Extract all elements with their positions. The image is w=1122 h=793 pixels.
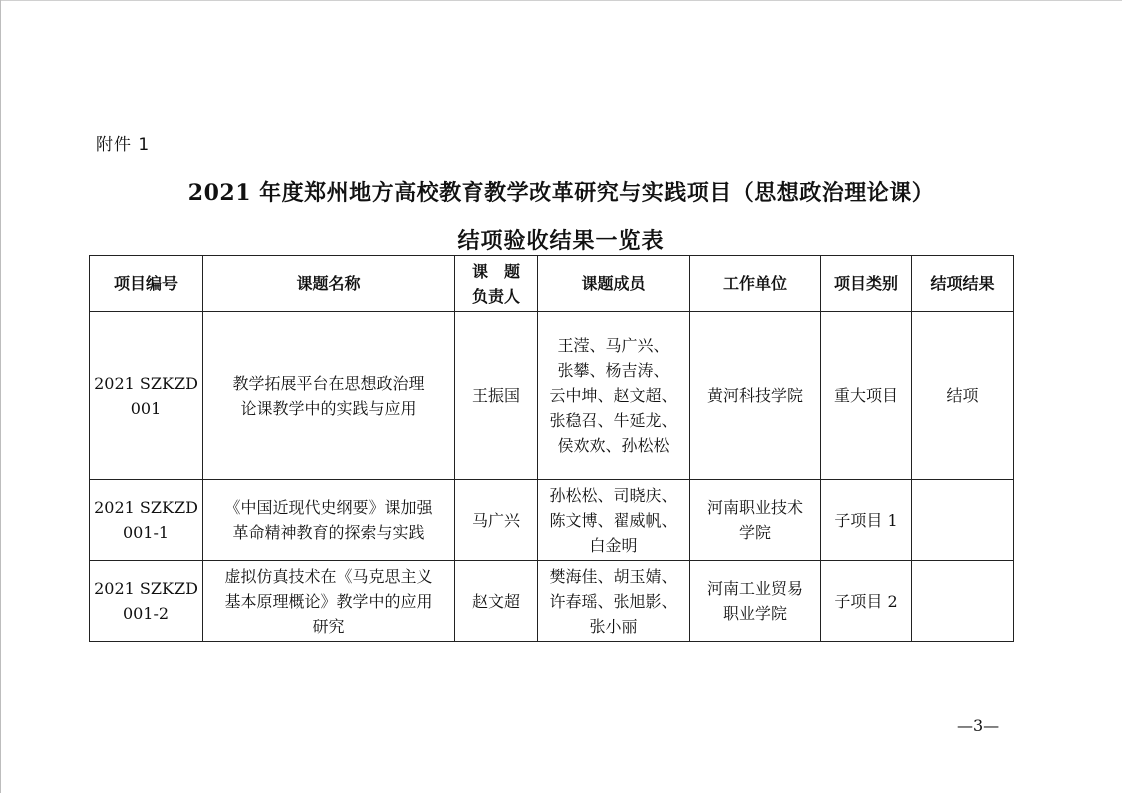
- cell-category: 重大项目: [821, 312, 912, 480]
- member-line: 白金明: [589, 535, 638, 555]
- cell-leader: 马广兴: [455, 480, 538, 561]
- member-line: 张攀、杨吉涛、: [557, 361, 670, 380]
- unit-line1: 黄河科技学院: [706, 386, 803, 405]
- header-result: 结项结果: [912, 256, 1014, 312]
- project-name-line1: 教学拓展平台在思想政治理: [232, 373, 425, 393]
- cell-unit: [690, 312, 821, 480]
- unit-line2: 职业学院: [722, 604, 787, 623]
- cell-members: [538, 480, 690, 561]
- project-name-line3: 研究: [312, 616, 345, 636]
- cell-leader: 赵文超: [455, 561, 538, 642]
- project-id-line1: 2021 SZKZD: [94, 373, 198, 393]
- project-id-line2: 001: [130, 398, 162, 418]
- project-id-line2: 001-2: [122, 604, 170, 623]
- page-number: —3—: [957, 716, 1000, 735]
- cell-project-id: [90, 480, 203, 561]
- header-category: 项目类别: [821, 256, 912, 312]
- project-name-line2: 论课教学中的实践与应用: [240, 398, 417, 418]
- member-line: 陈文博、翟威帆、: [549, 510, 678, 530]
- table-row: [90, 312, 1014, 480]
- table-row: [90, 480, 1014, 561]
- member-line: 张小丽: [589, 616, 638, 636]
- project-name-line1: 《中国近现代史纲要》课加强: [224, 498, 433, 517]
- document-title: 2021 年度郑州地方高校教育教学改革研究与实践项目（思想政治理论课）: [187, 180, 935, 206]
- table-header-row: [90, 256, 1014, 312]
- page-left-edge: [0, 0, 1, 793]
- member-line: 许春瑶、张旭影、: [549, 591, 678, 611]
- member-line: 孙松松、司晓庆、: [549, 485, 678, 505]
- header-project-name: 课题名称: [203, 256, 455, 312]
- member-line: 侯欢欢、孙松松: [557, 436, 670, 455]
- cell-result: 结项: [912, 312, 1014, 480]
- header-project-id: 项目编号: [90, 256, 203, 312]
- header-leader: [455, 256, 538, 312]
- project-name-line2: 基本原理概论》教学中的应用: [224, 591, 433, 611]
- cell-project-id: [90, 561, 203, 642]
- member-line: 云中坤、赵文超、: [549, 386, 678, 405]
- unit-line1: 河南职业技术: [706, 498, 803, 517]
- cell-result: [912, 480, 1014, 561]
- project-id-line2: 001-1: [122, 523, 170, 542]
- cell-members: [538, 312, 690, 480]
- cell-project-name: [203, 480, 455, 561]
- member-line: 樊海佳、胡玉婧、: [549, 566, 678, 586]
- cell-category: 子项目 1: [821, 480, 912, 561]
- project-id-line1: 2021 SZKZD: [94, 498, 198, 517]
- unit-line2: 学院: [738, 523, 771, 542]
- cell-unit: [690, 561, 821, 642]
- project-name-line1: 虚拟仿真技术在《马克思主义: [224, 566, 433, 586]
- cell-unit: [690, 480, 821, 561]
- header-leader-line2: 负责人: [471, 286, 520, 306]
- member-line: 王滢、马广兴、: [557, 336, 670, 355]
- table-row: [90, 561, 1014, 642]
- attachment-label: 附件 1: [96, 135, 151, 155]
- header-leader-line1: 课 题: [471, 261, 520, 281]
- unit-line1: 河南工业贸易: [706, 579, 803, 598]
- cell-project-name: [203, 312, 455, 480]
- cell-result: [912, 561, 1014, 642]
- results-table: [89, 255, 1014, 642]
- project-id-line1: 2021 SZKZD: [94, 579, 198, 598]
- cell-leader: 王振国: [455, 312, 538, 480]
- header-unit: 工作单位: [690, 256, 821, 312]
- cell-project-name: [203, 561, 455, 642]
- cell-category: 子项目 2: [821, 561, 912, 642]
- cell-members: [538, 561, 690, 642]
- cell-project-id: [90, 312, 203, 480]
- member-line: 张稳召、牛延龙、: [549, 411, 678, 430]
- document-subtitle: 结项验收结果一览表: [457, 228, 665, 254]
- header-members: 课题成员: [538, 256, 690, 312]
- page-top-edge: [0, 0, 1122, 1]
- project-name-line2: 革命精神教育的探索与实践: [232, 523, 425, 542]
